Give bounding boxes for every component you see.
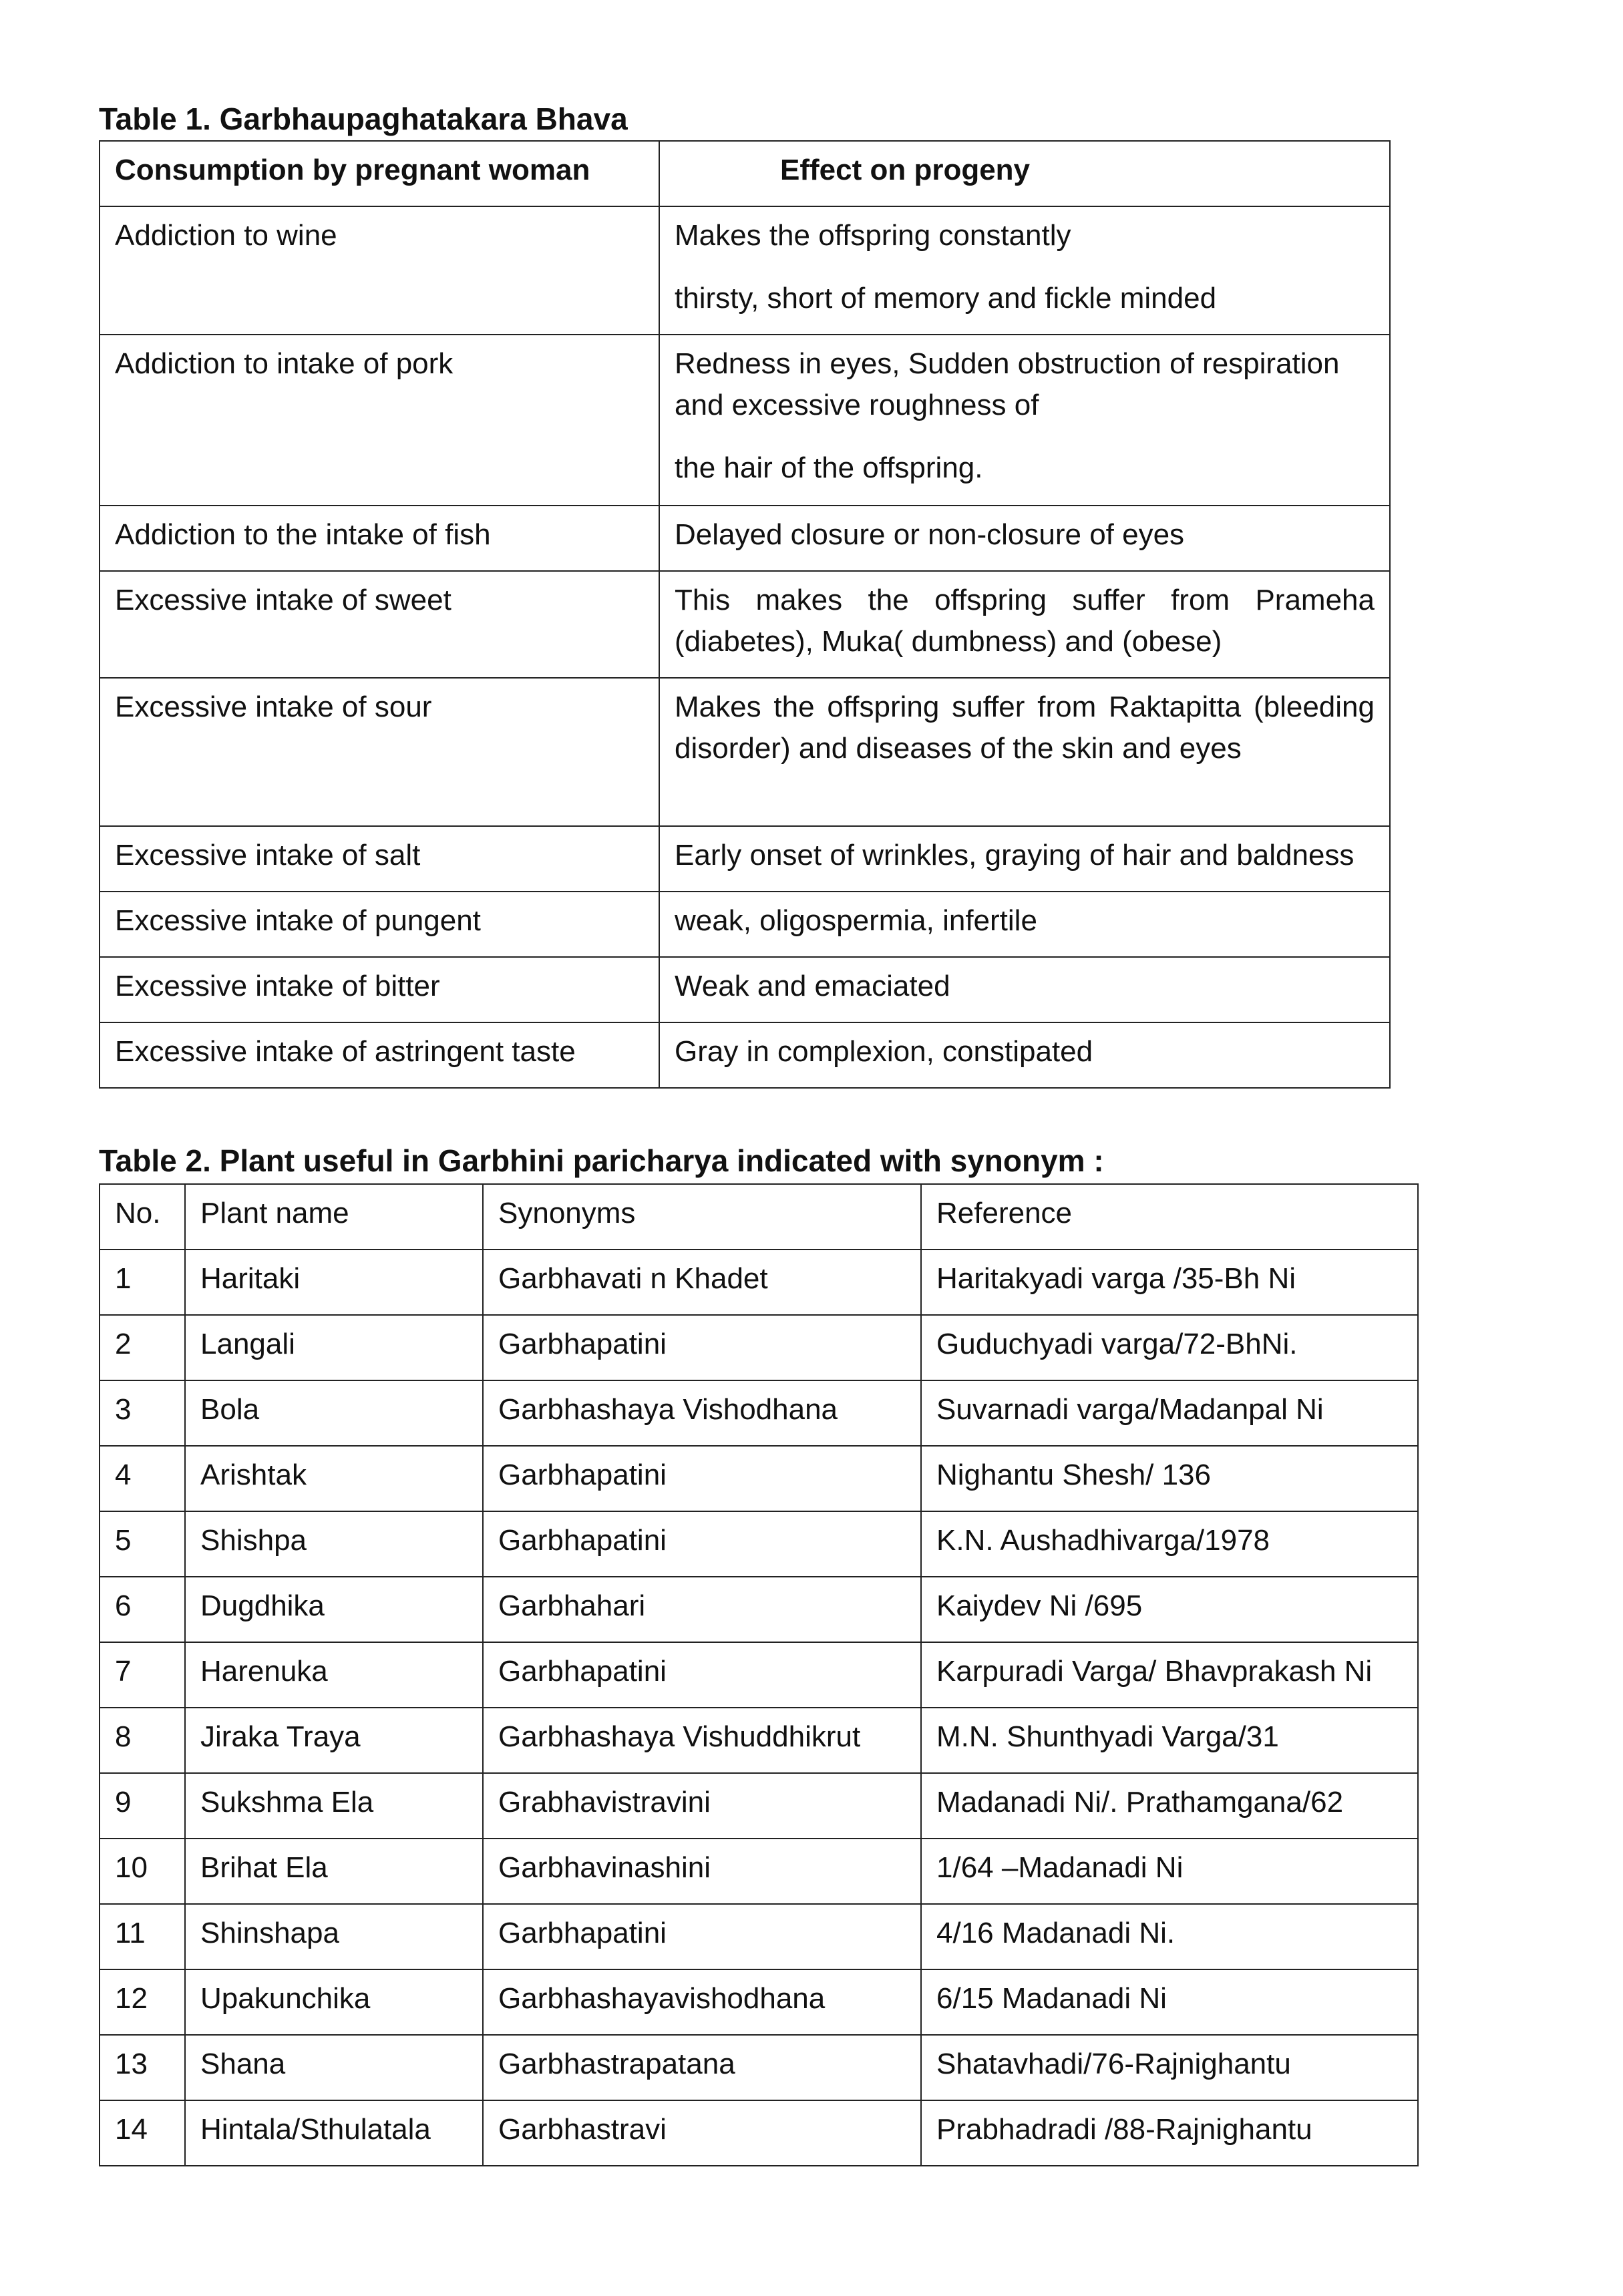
synonym-cell: Garbhavati n Khadet [483, 1250, 921, 1315]
synonym-cell: Grabhavistravini [483, 1773, 921, 1839]
plant-name-cell: Brihat Ela [185, 1839, 483, 1904]
reference-cell: Prabhadradi /88-Rajnighantu [921, 2100, 1418, 2166]
table-row [100, 678, 1390, 826]
table-row [100, 1446, 1418, 1511]
row-number-cell: 13 [100, 2035, 185, 2100]
plant-name-cell: Harenuka [185, 1642, 483, 1708]
synonym-cell: Garbhapatini [483, 1904, 921, 1969]
table-row [100, 1511, 1418, 1577]
effect-cell: Delayed closure or non-closure of eyes [659, 506, 1390, 571]
effect-cell [659, 206, 1390, 335]
table2-header-synonyms: Synonyms [483, 1184, 921, 1250]
table-row [100, 206, 1390, 335]
row-number-cell: 2 [100, 1315, 185, 1380]
row-number-cell: 11 [100, 1904, 185, 1969]
effect-cell: This makes the offspring suffer from Prameha (diabetes), Muka( dumbness) and (obese) [659, 571, 1390, 678]
synonym-cell: Garbhapatini [483, 1642, 921, 1708]
consumption-cell: Excessive intake of sour [100, 678, 659, 826]
table-row [100, 335, 1390, 506]
row-number-cell: 12 [100, 1969, 185, 2035]
synonym-cell: Garbhapatini [483, 1315, 921, 1380]
row-number-cell: 10 [100, 1839, 185, 1904]
effect-cell: Early onset of wrinkles, graying of hair and baldness [659, 826, 1390, 892]
plant-name-cell: Haritaki [185, 1250, 483, 1315]
plant-name-cell: Dugdhika [185, 1577, 483, 1642]
row-number-cell: 8 [100, 1708, 185, 1773]
row-number-cell: 14 [100, 2100, 185, 2166]
table-row [100, 1642, 1418, 1708]
synonym-cell: Garbhapatini [483, 1511, 921, 1577]
row-number-cell: 5 [100, 1511, 185, 1577]
table-row [100, 1315, 1418, 1380]
effect-cell: weak, oligospermia, infertile [659, 892, 1390, 957]
table-row [100, 1969, 1418, 2035]
table2-garbhini-paricharya-plants [99, 1183, 1419, 2166]
table-row [100, 506, 1390, 571]
reference-cell: Karpuradi Varga/ Bhavprakash Ni [921, 1642, 1418, 1708]
effect-cell [659, 335, 1390, 506]
plant-name-cell: Jiraka Traya [185, 1708, 483, 1773]
synonym-cell: Garbhashayavishodhana [483, 1969, 921, 2035]
row-number-cell: 9 [100, 1773, 185, 1839]
reference-cell: 6/15 Madanadi Ni [921, 1969, 1418, 2035]
table-row [100, 826, 1390, 892]
table-row [100, 2100, 1418, 2166]
reference-cell: Madanadi Ni/. Prathamgana/62 [921, 1773, 1418, 1839]
consumption-cell: Addiction to the intake of fish [100, 506, 659, 571]
table-row [100, 1250, 1418, 1315]
table-row [100, 1380, 1418, 1446]
table1-garbhaupaghatakara-bhava [99, 140, 1391, 1089]
plant-name-cell: Hintala/Sthulatala [185, 2100, 483, 2166]
reference-cell: Haritakyadi varga /35-Bh Ni [921, 1250, 1418, 1315]
plant-name-cell: Langali [185, 1315, 483, 1380]
reference-cell: Shatavhadi/76-Rajnighantu [921, 2035, 1418, 2100]
reference-cell: Nighantu Shesh/ 136 [921, 1446, 1418, 1511]
table-row [100, 1577, 1418, 1642]
consumption-cell: Excessive intake of bitter [100, 957, 659, 1022]
row-number-cell: 6 [100, 1577, 185, 1642]
consumption-cell: Excessive intake of astringent taste [100, 1022, 659, 1088]
table2-header-no: No. [100, 1184, 185, 1250]
reference-cell: K.N. Aushadhivarga/1978 [921, 1511, 1418, 1577]
consumption-cell: Excessive intake of pungent [100, 892, 659, 957]
table2-header-row [100, 1184, 1418, 1250]
reference-cell: Guduchyadi varga/72-BhNi. [921, 1315, 1418, 1380]
reference-cell: Suvarnadi varga/Madanpal Ni [921, 1380, 1418, 1446]
table-row [100, 1904, 1418, 1969]
plant-name-cell: Shinshapa [185, 1904, 483, 1969]
synonym-cell: Garbhastrapatana [483, 2035, 921, 2100]
table2-header-reference: Reference [921, 1184, 1418, 1250]
effect-line: thirsty, short of memory and fickle minded [675, 282, 1217, 315]
table-row [100, 1708, 1418, 1773]
plant-name-cell: Sukshma Ela [185, 1773, 483, 1839]
synonym-cell: Garbhahari [483, 1577, 921, 1642]
row-number-cell: 7 [100, 1642, 185, 1708]
table-row [100, 2035, 1418, 2100]
table1-caption: Table 1. Garbhaupaghatakara Bhava [99, 102, 628, 136]
effect-cell: Gray in complexion, constipated [659, 1022, 1390, 1088]
row-number-cell: 1 [100, 1250, 185, 1315]
synonym-cell: Garbhastravi [483, 2100, 921, 2166]
plant-name-cell: Shishpa [185, 1511, 483, 1577]
synonym-cell: Garbhavinashini [483, 1839, 921, 1904]
effect-line: Makes the offspring constantly [675, 219, 1071, 252]
table2-body [100, 1250, 1418, 2166]
plant-name-cell: Arishtak [185, 1446, 483, 1511]
consumption-cell: Addiction to wine [100, 206, 659, 335]
table-row [100, 1839, 1418, 1904]
reference-cell: 4/16 Madanadi Ni. [921, 1904, 1418, 1969]
effect-line: the hair of the offspring. [675, 451, 983, 484]
table-row [100, 892, 1390, 957]
reference-cell: Kaiydev Ni /695 [921, 1577, 1418, 1642]
effect-cell: Weak and emaciated [659, 957, 1390, 1022]
table-row [100, 1022, 1390, 1088]
row-number-cell: 4 [100, 1446, 185, 1511]
table2-header-plant-name: Plant name [185, 1184, 483, 1250]
table1-header-row [100, 141, 1390, 206]
consumption-cell: Addiction to intake of pork [100, 335, 659, 506]
synonym-cell: Garbhashaya Vishuddhikrut [483, 1708, 921, 1773]
plant-name-cell: Shana [185, 2035, 483, 2100]
plant-name-cell: Upakunchika [185, 1969, 483, 2035]
synonym-cell: Garbhapatini [483, 1446, 921, 1511]
table-row [100, 957, 1390, 1022]
table1-header-effect: Effect on progeny [659, 141, 1390, 206]
table2-caption: Table 2. Plant useful in Garbhini paricharya indicated with synonym : [99, 1143, 1104, 1178]
effect-cell: Makes the offspring suffer from Raktapitta (bleeding disorder) and diseases of the skin and eyes [659, 678, 1390, 826]
reference-cell: M.N. Shunthyadi Varga/31 [921, 1708, 1418, 1773]
table1-header-consumption: Consumption by pregnant woman [100, 141, 659, 206]
consumption-cell: Excessive intake of sweet [100, 571, 659, 678]
consumption-cell: Excessive intake of salt [100, 826, 659, 892]
plant-name-cell: Bola [185, 1380, 483, 1446]
table-row [100, 1773, 1418, 1839]
row-number-cell: 3 [100, 1380, 185, 1446]
synonym-cell: Garbhashaya Vishodhana [483, 1380, 921, 1446]
table-row [100, 571, 1390, 678]
effect-line: Redness in eyes, Sudden obstruction of respiration and excessive roughness of [675, 347, 1340, 421]
reference-cell: 1/64 –Madanadi Ni [921, 1839, 1418, 1904]
